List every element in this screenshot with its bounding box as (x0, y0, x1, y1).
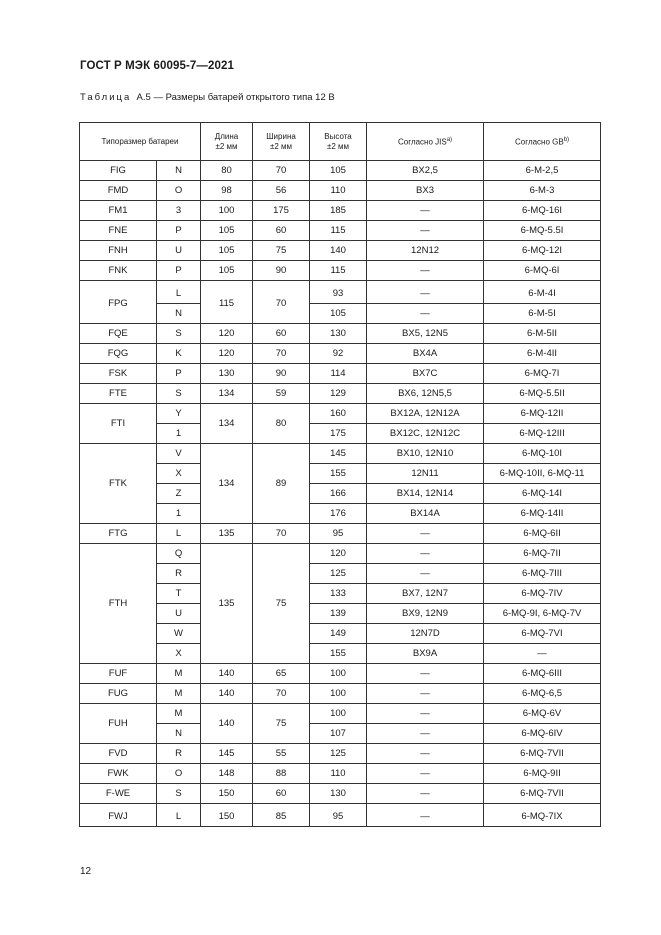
cell-length: 150 (201, 784, 253, 804)
cell-suffix: P (157, 364, 201, 384)
table-row (80, 724, 601, 744)
cell-suffix: O (157, 181, 201, 201)
cell-suffix: U (157, 241, 201, 261)
cell-type: FM1 (80, 201, 157, 221)
cell-width: 80 (253, 404, 310, 444)
cell-gb: 6-MQ-6V (484, 704, 601, 724)
cell-width: 55 (253, 744, 310, 764)
cell-height: 160 (310, 404, 367, 424)
cell-height: 107 (310, 724, 367, 744)
cell-suffix: M (157, 704, 201, 724)
cell-suffix: 1 (157, 424, 201, 444)
cell-gb: 6-MQ-14II (484, 504, 601, 524)
cell-jis: 12N7D (367, 624, 484, 644)
cell-jis: BX10, 12N10 (367, 444, 484, 464)
cell-length: 120 (201, 344, 253, 364)
cell-jis: BX6, 12N5,5 (367, 384, 484, 404)
cell-suffix: N (157, 304, 201, 324)
table-row (80, 624, 601, 644)
cell-height: 95 (310, 804, 367, 827)
cell-height: 175 (310, 424, 367, 444)
cell-jis: — (367, 684, 484, 704)
table-row (80, 464, 601, 484)
cell-type: FSK (80, 364, 157, 384)
cell-jis: — (367, 221, 484, 241)
cell-width: 70 (253, 344, 310, 364)
table-row (80, 444, 601, 464)
cell-width: 90 (253, 364, 310, 384)
cell-suffix: R (157, 564, 201, 584)
cell-jis: BX12C, 12N12C (367, 424, 484, 444)
cell-gb: 6-MQ-12II (484, 404, 601, 424)
battery-dimensions-table (79, 122, 601, 827)
cell-suffix: L (157, 804, 201, 827)
cell-suffix: O (157, 764, 201, 784)
cell-suffix: N (157, 724, 201, 744)
cell-suffix: 1 (157, 504, 201, 524)
cell-gb: 6-MQ-7VII (484, 784, 601, 804)
cell-jis: — (367, 261, 484, 281)
cell-gb: 6-MQ-7IX (484, 804, 601, 827)
cell-length: 130 (201, 364, 253, 384)
cell-gb: 6-MQ-9II (484, 764, 601, 784)
table-row (80, 344, 601, 364)
cell-jis: — (367, 281, 484, 304)
cell-length: 134 (201, 444, 253, 524)
cell-width: 75 (253, 704, 310, 744)
header-height: Высота ±2 мм (310, 123, 367, 161)
cell-gb: 6-M-4I (484, 281, 601, 304)
cell-type: F-WE (80, 784, 157, 804)
cell-jis: BX7C (367, 364, 484, 384)
table-row (80, 804, 601, 827)
table-row (80, 764, 601, 784)
cell-gb: 6-MQ-12III (484, 424, 601, 444)
cell-length: 140 (201, 664, 253, 684)
table-row (80, 544, 601, 564)
cell-height: 95 (310, 524, 367, 544)
cell-suffix: Y (157, 404, 201, 424)
cell-type: FQG (80, 344, 157, 364)
table-caption (80, 92, 335, 103)
header-jis: Согласно $JIS^{а)}$ (367, 123, 484, 161)
header-width: Ширина ±2 мм (253, 123, 310, 161)
cell-length: 134 (201, 404, 253, 444)
header-length: Длина ±2 мм (201, 123, 253, 161)
cell-gb: 6-MQ-6III (484, 664, 601, 684)
table-row (80, 504, 601, 524)
cell-type: FWK (80, 764, 157, 784)
cell-suffix: T (157, 584, 201, 604)
cell-gb: 6-MQ-7I (484, 364, 601, 384)
cell-length: 145 (201, 744, 253, 764)
header-type: Типоразмер батареи (80, 123, 201, 161)
cell-type: FPG (80, 281, 157, 324)
cell-width: 60 (253, 784, 310, 804)
cell-suffix: X (157, 464, 201, 484)
table-row (80, 384, 601, 404)
cell-height: 130 (310, 784, 367, 804)
page-number: 12 (80, 866, 92, 877)
cell-jis: — (367, 564, 484, 584)
cell-jis: — (367, 524, 484, 544)
cell-gb: 6-M-4II (484, 344, 601, 364)
cell-height: 115 (310, 221, 367, 241)
cell-gb: 6-MQ-7III (484, 564, 601, 584)
cell-suffix: W (157, 624, 201, 644)
cell-width: 75 (253, 241, 310, 261)
table-row (80, 261, 601, 281)
cell-suffix: S (157, 384, 201, 404)
cell-gb: 6-MQ-16I (484, 201, 601, 221)
cell-type: FUF (80, 664, 157, 684)
cell-height: 139 (310, 604, 367, 624)
cell-width: 60 (253, 221, 310, 241)
cell-height: 145 (310, 444, 367, 464)
cell-type: FTG (80, 524, 157, 544)
table-row (80, 564, 601, 584)
table-header-row (80, 123, 601, 161)
caption-word: Таблица (80, 92, 132, 103)
cell-suffix: Q (157, 544, 201, 564)
cell-suffix: R (157, 744, 201, 764)
cell-gb: 6-MQ-10I (484, 444, 601, 464)
cell-width: 60 (253, 324, 310, 344)
cell-jis: BX9A (367, 644, 484, 664)
cell-height: 92 (310, 344, 367, 364)
cell-length: 105 (201, 221, 253, 241)
table-row (80, 784, 601, 804)
cell-height: 100 (310, 684, 367, 704)
cell-jis: — (367, 201, 484, 221)
cell-gb: 6-MQ-7VI (484, 624, 601, 644)
cell-type: FWJ (80, 804, 157, 827)
cell-gb: 6-MQ-9I, 6-MQ-7V (484, 604, 601, 624)
cell-suffix: M (157, 664, 201, 684)
cell-jis: — (367, 724, 484, 744)
header-gb: Согласно GB$^{b)}$ (484, 123, 601, 161)
cell-length: 105 (201, 241, 253, 261)
cell-gb: 6-MQ-7II (484, 544, 601, 564)
cell-length: 98 (201, 181, 253, 201)
cell-width: 70 (253, 161, 310, 181)
cell-suffix: 3 (157, 201, 201, 221)
table-row (80, 664, 601, 684)
cell-gb: 6-M-3 (484, 181, 601, 201)
cell-gb: 6-M-5II (484, 324, 601, 344)
cell-type: FNE (80, 221, 157, 241)
cell-gb: 6-M-2,5 (484, 161, 601, 181)
table-row (80, 304, 601, 324)
cell-type: FTE (80, 384, 157, 404)
cell-length: 105 (201, 261, 253, 281)
cell-suffix: N (157, 161, 201, 181)
cell-length: 80 (201, 161, 253, 181)
cell-type: FUH (80, 704, 157, 744)
cell-suffix: X (157, 644, 201, 664)
cell-width: 88 (253, 764, 310, 784)
cell-jis: — (367, 704, 484, 724)
cell-width: 70 (253, 684, 310, 704)
cell-length: 120 (201, 324, 253, 344)
cell-gb: 6-MQ-5.5II (484, 384, 601, 404)
cell-type: FMD (80, 181, 157, 201)
cell-height: 110 (310, 764, 367, 784)
cell-gb: 6-MQ-7VII (484, 744, 601, 764)
table-row (80, 241, 601, 261)
cell-width: 56 (253, 181, 310, 201)
cell-type: FTH (80, 544, 157, 664)
cell-jis: BX4A (367, 344, 484, 364)
table-row (80, 161, 601, 181)
cell-width: 70 (253, 524, 310, 544)
cell-suffix: P (157, 261, 201, 281)
cell-suffix: L (157, 281, 201, 304)
cell-gb: 6-MQ-6IV (484, 724, 601, 744)
cell-height: 125 (310, 564, 367, 584)
cell-jis: — (367, 784, 484, 804)
cell-suffix: M (157, 684, 201, 704)
cell-length: 135 (201, 544, 253, 664)
table-row (80, 684, 601, 704)
cell-height: 115 (310, 261, 367, 281)
cell-height: 140 (310, 241, 367, 261)
cell-height: 120 (310, 544, 367, 564)
cell-height: 105 (310, 304, 367, 324)
caption-number: А.5 (136, 92, 151, 103)
cell-gb: 6-MQ-6,5 (484, 684, 601, 704)
cell-height: 125 (310, 744, 367, 764)
table-row (80, 524, 601, 544)
cell-jis: 12N12 (367, 241, 484, 261)
cell-type: FNH (80, 241, 157, 261)
table-row (80, 644, 601, 664)
cell-length: 134 (201, 384, 253, 404)
cell-height: 155 (310, 644, 367, 664)
cell-width: 90 (253, 261, 310, 281)
cell-gb: 6-MQ-14I (484, 484, 601, 504)
cell-jis: — (367, 744, 484, 764)
cell-jis: — (367, 764, 484, 784)
table-row (80, 484, 601, 504)
cell-gb: 6-MQ-6II (484, 524, 601, 544)
cell-width: 75 (253, 544, 310, 664)
table-row (80, 281, 601, 304)
cell-length: 135 (201, 524, 253, 544)
cell-length: 140 (201, 704, 253, 744)
cell-length: 148 (201, 764, 253, 784)
table-row (80, 744, 601, 764)
table-row (80, 364, 601, 384)
cell-jis: BX3 (367, 181, 484, 201)
cell-height: 185 (310, 201, 367, 221)
cell-gb: 6-MQ-6I (484, 261, 601, 281)
cell-height: 155 (310, 464, 367, 484)
cell-jis: BX7, 12N7 (367, 584, 484, 604)
cell-suffix: K (157, 344, 201, 364)
cell-gb: 6-MQ-5.5I (484, 221, 601, 241)
cell-length: 115 (201, 281, 253, 324)
cell-jis: BX9, 12N9 (367, 604, 484, 624)
table-row (80, 424, 601, 444)
cell-height: 166 (310, 484, 367, 504)
cell-suffix: S (157, 324, 201, 344)
table-row (80, 201, 601, 221)
cell-type: FTK (80, 444, 157, 524)
cell-height: 105 (310, 161, 367, 181)
cell-length: 100 (201, 201, 253, 221)
cell-type: FUG (80, 684, 157, 704)
caption-text: — Размеры батарей открытого типа 12 В (153, 92, 335, 103)
cell-width: 85 (253, 804, 310, 827)
table-row (80, 604, 601, 624)
cell-jis: BX2,5 (367, 161, 484, 181)
cell-width: 59 (253, 384, 310, 404)
cell-height: 100 (310, 664, 367, 684)
cell-type: FIG (80, 161, 157, 181)
cell-type: FVD (80, 744, 157, 764)
cell-height: 93 (310, 281, 367, 304)
cell-length: 140 (201, 684, 253, 704)
cell-gb: 6-MQ-7IV (484, 584, 601, 604)
cell-height: 133 (310, 584, 367, 604)
cell-suffix: S (157, 784, 201, 804)
cell-suffix: U (157, 604, 201, 624)
table-row (80, 181, 601, 201)
cell-jis: — (367, 664, 484, 684)
table-row (80, 221, 601, 241)
cell-gb: 6-M-5I (484, 304, 601, 324)
cell-width: 70 (253, 281, 310, 324)
cell-height: 129 (310, 384, 367, 404)
table-row (80, 324, 601, 344)
cell-jis: — (367, 544, 484, 564)
cell-width: 65 (253, 664, 310, 684)
table-row (80, 704, 601, 724)
cell-jis: BX12A, 12N12A (367, 404, 484, 424)
cell-suffix: Z (157, 484, 201, 504)
cell-type: FQE (80, 324, 157, 344)
cell-suffix: V (157, 444, 201, 464)
cell-jis: BX5, 12N5 (367, 324, 484, 344)
cell-suffix: L (157, 524, 201, 544)
cell-width: 175 (253, 201, 310, 221)
cell-type: FTI (80, 404, 157, 444)
cell-height: 130 (310, 324, 367, 344)
cell-gb: 6-MQ-12I (484, 241, 601, 261)
table-row (80, 584, 601, 604)
cell-height: 110 (310, 181, 367, 201)
cell-height: 114 (310, 364, 367, 384)
table-row (80, 404, 601, 424)
cell-gb: — (484, 644, 601, 664)
document-header: ГОСТ Р МЭК 60095-7—2021 (80, 60, 234, 72)
cell-jis: BX14A (367, 504, 484, 524)
cell-width: 89 (253, 444, 310, 524)
cell-jis: 12N11 (367, 464, 484, 484)
cell-jis: — (367, 804, 484, 827)
cell-type: FNK (80, 261, 157, 281)
cell-suffix: P (157, 221, 201, 241)
cell-height: 100 (310, 704, 367, 724)
cell-jis: BX14, 12N14 (367, 484, 484, 504)
cell-jis: — (367, 304, 484, 324)
cell-gb: 6-MQ-10II, 6-MQ-11 (484, 464, 601, 484)
cell-length: 150 (201, 804, 253, 827)
cell-height: 176 (310, 504, 367, 524)
cell-height: 149 (310, 624, 367, 644)
